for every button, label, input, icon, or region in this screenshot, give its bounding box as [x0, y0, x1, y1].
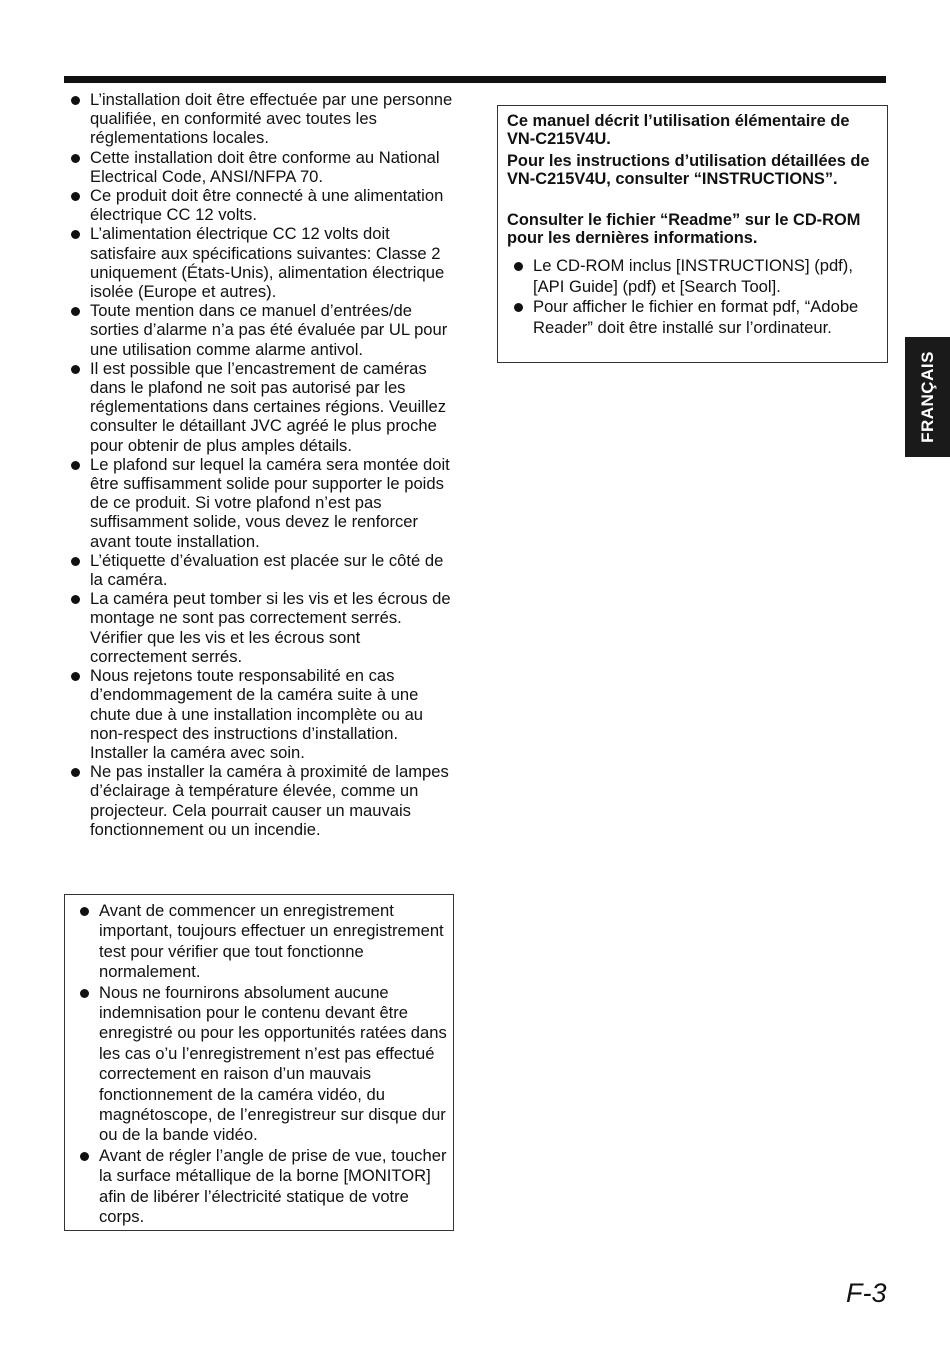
notice-list [99, 901, 449, 1228]
readme-reference-text: Consulter le fichier “Readme” sur le CD-ROM pour les dernières informations. [507, 211, 861, 248]
instructions-reference-text: Pour les instructions d’utilisation détaillées de VN-C215V4U, consulter “INSTRUCTIONS”. [507, 152, 870, 189]
list-item: Avant de régler l’angle de prise de vue, toucher la surface métallique de la borne [MONITOR] afin de libérer l’électricité statique de votre corps. [99, 1146, 449, 1228]
list-item: L’installation doit être effectuée par une personne qualifiée, en conformité avec toutes les réglementations locales. [90, 90, 455, 148]
list-item: Toute mention dans ce manuel d’entrées/de sorties d’alarme n’a pas été évaluée par UL pour une utilisation comme alarme antivol. [90, 301, 455, 359]
list-item: Le plafond sur lequel la caméra sera montée doit être suffisamment solide pour supporter le poids de ce produit. Si votre plafond n’est pas suffisamment solide, vous devez le renforcer avant toute installation. [90, 455, 455, 551]
list-item: Pour afficher le fichier en format pdf, “Adobe Reader” doit être installé sur l’ordinateur. [533, 297, 878, 338]
list-item: Ne pas installer la caméra à proximité de lampes d’éclairage à température élevée, comme un projecteur. Cela pourrait causer un mauvais fonctionnement ou un incendie. [90, 762, 455, 839]
list-item: Avant de commencer un enregistrement important, toujours effectuer un enregistrement test pour vérifier que tout fonctionne normalement. [99, 901, 449, 983]
manual-info-box [497, 105, 888, 363]
page-number: F-3 [846, 1278, 887, 1308]
list-item: Cette installation doit être conforme au National Electrical Code, ANSI/NFPA 70. [90, 148, 455, 186]
language-tab-label: FRANÇAIS [917, 351, 937, 443]
language-tab [905, 337, 950, 457]
cdrom-info-list [533, 256, 878, 338]
header-rule [64, 76, 886, 83]
list-item: Ce produit doit être connecté à une alimentation électrique CC 12 volts. [90, 186, 455, 224]
list-item: La caméra peut tomber si les vis et les écrous de montage ne sont pas correctement serrés. Vérifier que les vis et les écrous sont correctement serrés. [90, 589, 455, 666]
list-item: Il est possible que l’encastrement de caméras dans le plafond ne soit pas autorisé par les réglementations dans certaines régions. Veuillez consulter le détaillant JVC agréé le plus proche pour obtenir de plus amples détails. [90, 359, 455, 455]
list-item: L’étiquette d’évaluation est placée sur le côté de la caméra. [90, 551, 455, 589]
list-item: Le CD-ROM inclus [INSTRUCTIONS] (pdf), [API Guide] (pdf) et [Search Tool]. [533, 256, 878, 297]
installation-precautions-list [90, 90, 455, 839]
list-item: Nous rejetons toute responsabilité en cas d’endommagement de la caméra suite à une chute due à une installation incomplète ou au non-respect des instructions d’installation. Installer la caméra avec soin. [90, 666, 455, 762]
manual-scope-text: Ce manuel décrit l’utilisation élémentaire de VN-C215V4U. [507, 112, 850, 149]
list-item: L’alimentation électrique CC 12 volts doit satisfaire aux spécifications suivantes: Classe 2 uniquement (États-Unis), alimentation électrique isolée (Europe et autres). [90, 224, 455, 301]
recording-notice-box [64, 894, 454, 1231]
list-item: Nous ne fournirons absolument aucune indemnisation pour le contenu devant être enregistré ou pour les opportunités ratées dans les cas o’u l’enregistrement n’est pas effectué correctement en raison d’un mauvais fonctionnement de la caméra vidéo, du magnétoscope, de l’enregistreur sur disque dur ou de la bande vidéo. [99, 983, 449, 1146]
